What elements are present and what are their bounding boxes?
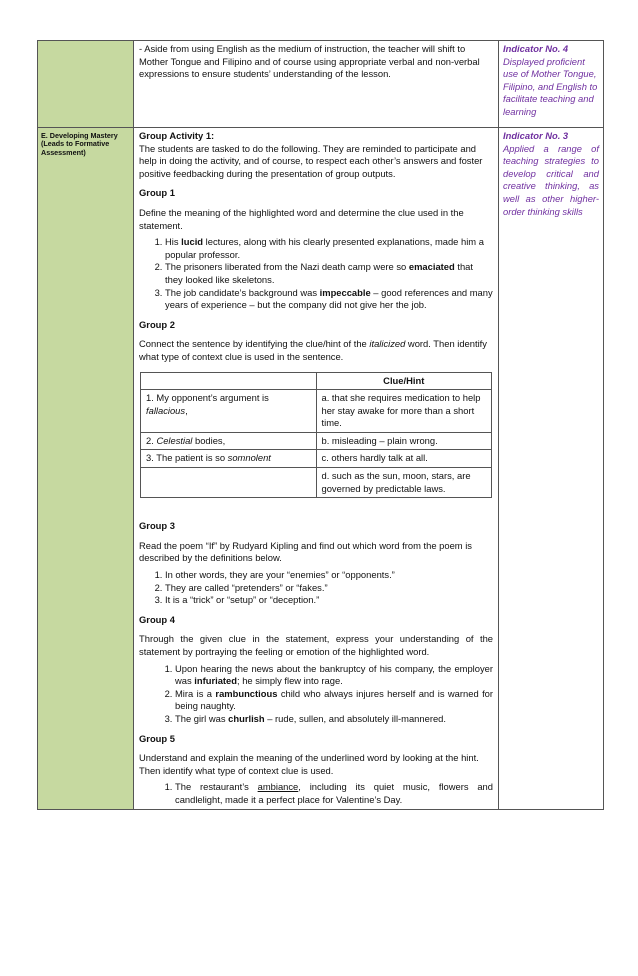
table-cell: a. that she requires medication to help her stay awake for more than a short time. <box>316 390 492 433</box>
list-item: 1. In other words, they are your “enemies” or “opponents.” <box>165 569 493 582</box>
list-item: 2. They are called “pretenders” or “fakes.” <box>165 582 493 595</box>
table-row <box>38 41 604 128</box>
group3-list <box>139 569 493 607</box>
indicator-title: Indicator No. 4 <box>503 43 569 54</box>
list-item: 1. Upon hearing the news about the bankruptcy of his company, the employer was infuriated; he simply flew into rage. <box>175 663 493 688</box>
row1-body: - Aside from using English as the medium of instruction, the teacher will shift to Mother Tongue and Filipino and of course using appropriate verbal and non-verbal expressions to ensure students’ understanding of the lesson. <box>139 43 480 80</box>
table-cell: 3. The patient is so somnolent <box>141 450 317 468</box>
group1-instruction: Define the meaning of the highlighted word and determine the clue used in the statement. <box>139 206 464 231</box>
group5-instruction: Understand and explain the meaning of the underlined word by looking at the hint. Then identify what type of context clue is used. <box>139 752 479 776</box>
left-cell <box>38 41 134 128</box>
column-header <box>141 372 317 390</box>
table-cell: b. misleading – plain wrong. <box>316 432 492 450</box>
left-cell <box>38 128 134 810</box>
table-cell <box>141 468 317 498</box>
group4-title: Group 4 <box>139 613 175 625</box>
indicator-title: Indicator No. 3 <box>503 130 569 141</box>
table-cell: 1. My opponent’s argument is fallacious, <box>141 390 317 433</box>
group4-instruction: Through the given clue in the statement, express your understanding of the statement by portraying the feeling or emotion of the highlighted word. <box>139 633 493 657</box>
procedure-cell <box>134 41 499 128</box>
group5-list <box>139 781 493 806</box>
list-item: 2. The prisoners liberated from the Nazi death camp were so emaciated that they looked like skeletons. <box>165 261 493 286</box>
group1-list <box>139 236 493 312</box>
group4-list <box>139 663 493 726</box>
group5-title: Group 5 <box>139 732 175 744</box>
group2-instruction: Connect the sentence by identifying the clue/hint of the italicized word. Then identify what type of context clue is used in the sentence. <box>139 338 487 362</box>
activity-title: Group Activity 1: <box>139 130 215 141</box>
list-item: 3. The girl was churlish – rude, sullen, and absolutely ill-mannered. <box>175 713 493 726</box>
list-item: 3. It is a “trick” or “setup” or “deception.” <box>165 594 493 607</box>
lesson-plan-table <box>37 40 604 810</box>
table-row <box>141 450 492 468</box>
table-row <box>38 128 604 810</box>
list-item: 1. His lucid lectures, along with his clearly presented explanations, made him a popular professor. <box>165 236 493 261</box>
list-item: 3. The job candidate’s background was impeccable – good references and many years of experience – but the company did not give her the job. <box>165 287 493 312</box>
table-row <box>141 432 492 450</box>
list-item: 2. Mira is a rambunctious child who always injures herself and is warned for being naughty. <box>175 688 493 713</box>
indicator-text: Displayed proficient use of Mother Tongue, Filipino, and English to facilitate teaching and learning <box>503 55 598 117</box>
indicator-cell <box>499 128 604 810</box>
procedure-cell <box>134 128 499 810</box>
group3-title: Group 3 <box>139 520 175 532</box>
group2-title: Group 2 <box>139 318 175 330</box>
list-item: 1. The restaurant’s ambiance, including its quiet music, flowers and candlelight, made it a perfect place for Valentine’s Day. <box>175 781 493 806</box>
table-row <box>141 390 492 433</box>
activity-intro: The students are tasked to do the following. They are reminded to participate and help in doing the activity, and of course, to respect each other’s answers and foster positive feedbacking during the presentation of group outputs. <box>139 142 483 179</box>
indicator-text: Applied a range of teaching strategies to develop critical and creative thinking, as well as other higher-order thinking skills <box>503 142 599 217</box>
table-cell: 2. Celestial bodies, <box>141 432 317 450</box>
indicator-cell <box>499 41 604 128</box>
context-clue-table <box>140 372 492 499</box>
table-cell: d. such as the sun, moon, stars, are governed by predictable laws. <box>316 468 492 498</box>
group3-instruction: Read the poem “If” by Rudyard Kipling and find out which word from the poem is described by the definitions below. <box>139 539 472 564</box>
table-row <box>141 372 492 390</box>
section-label: E. Developing Mastery (Leads to Formative Assessment) <box>41 131 118 157</box>
column-header: Clue/Hint <box>316 372 492 390</box>
table-row <box>141 468 492 498</box>
table-cell: c. others hardly talk at all. <box>316 450 492 468</box>
group1-title: Group 1 <box>139 187 175 199</box>
